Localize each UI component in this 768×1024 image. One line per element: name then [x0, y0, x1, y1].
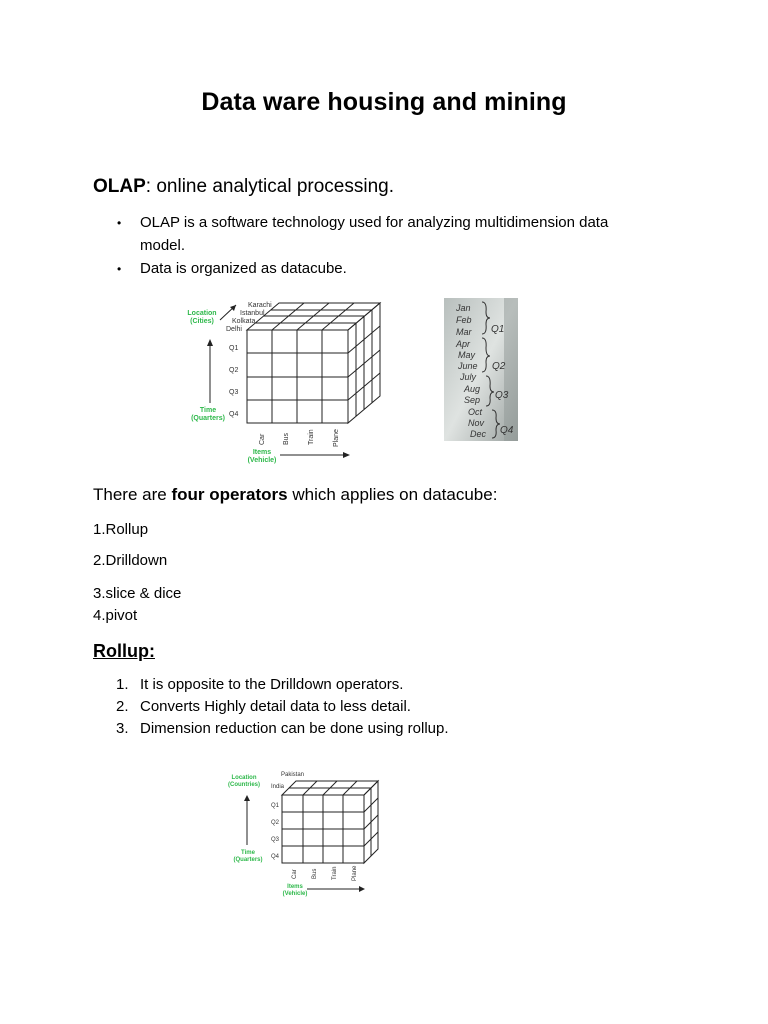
- olap-definition: : online analytical processing.: [145, 176, 394, 197]
- rollup-point: Dimension reduction can be done using rollup.: [140, 720, 449, 737]
- rollup-point: It is opposite to the Drilldown operators.: [140, 676, 404, 693]
- cube-side-face: [348, 303, 380, 423]
- rollup-point: Converts Highly detail data to less detail.: [140, 698, 411, 715]
- quarter-label: Q4: [271, 854, 280, 860]
- quarter-label: Q3: [229, 389, 239, 396]
- olap-bullet-2: Data is organized as datacube.: [140, 260, 347, 277]
- cube-front-face: [282, 795, 364, 863]
- items-label: Items: [287, 884, 303, 890]
- items-label-sub: (Vehicle): [282, 891, 308, 897]
- quarter-label: Q2: [229, 367, 239, 374]
- olap-term: OLAP: [93, 176, 146, 197]
- city-label: Karachi: [248, 302, 272, 309]
- item-label: Train: [308, 429, 315, 445]
- item-label: Plane: [333, 429, 340, 447]
- datacube-cities-figure: [180, 295, 390, 470]
- country-label: India: [271, 784, 285, 790]
- operators-intro: There are four operators which applies on datacube:: [93, 485, 498, 504]
- quarter-note: Q1: [491, 324, 505, 335]
- time-label-sub: (Quarters): [191, 415, 225, 422]
- month-text: Nov: [468, 418, 485, 428]
- items-label: Items: [252, 449, 272, 456]
- city-label: Delhi: [226, 326, 242, 333]
- quarter-label: Q4: [229, 411, 239, 418]
- month-text: Apr: [456, 339, 471, 349]
- month-text: Jan: [456, 303, 471, 313]
- rollup-point-number: 3.: [116, 720, 129, 737]
- operator-item: 3.slice & dice: [93, 585, 182, 602]
- location-label-sub: (Countries): [228, 782, 260, 788]
- item-label: Bus: [312, 868, 318, 879]
- item-label: Train: [332, 866, 338, 880]
- olap-bullet-1: OLAP is a software technology used for analyzing multidimension data: [140, 214, 609, 231]
- month-text: Dec: [470, 429, 487, 439]
- quarter-label: Q1: [271, 803, 280, 809]
- time-label-sub: (Quarters): [233, 857, 263, 863]
- month-text: Oct: [468, 407, 483, 417]
- item-label: Car: [292, 869, 298, 879]
- quarter-note: Q2: [492, 361, 506, 372]
- page-title: Data ware housing and mining: [201, 88, 567, 116]
- time-label: Time: [199, 407, 217, 414]
- item-label: Bus: [283, 432, 290, 445]
- city-label: Istanbul: [240, 310, 265, 317]
- month-text: June: [458, 361, 478, 371]
- operator-item: 2.Drilldown: [93, 552, 168, 569]
- item-label: Car: [259, 433, 266, 445]
- handwritten-notes-photo: [444, 298, 518, 441]
- month-text: Aug: [464, 384, 481, 394]
- items-label-sub: (Vehicle): [247, 457, 277, 464]
- month-text: Sep: [464, 395, 481, 405]
- olap-bullet-1-cont: model.: [140, 237, 186, 254]
- cube-top-face: [282, 781, 378, 795]
- datacube-countries-figure: [225, 765, 395, 900]
- olap-heading: [93, 176, 394, 198]
- month-text: July: [460, 372, 477, 382]
- operator-item: 1.Rollup: [93, 521, 149, 538]
- month-text: May: [458, 350, 476, 360]
- cube-front-face: [247, 330, 348, 423]
- quarter-label: Q2: [271, 820, 280, 826]
- rollup-point-number: 1.: [116, 676, 129, 693]
- quarter-note: Q3: [495, 390, 509, 401]
- month-text: Mar: [456, 327, 472, 337]
- quarter-label: Q3: [271, 837, 280, 843]
- time-label: Time: [241, 850, 255, 856]
- location-label: Location: [187, 310, 217, 317]
- operators-emphasis: four operators: [171, 485, 288, 504]
- bullet-dot: •: [117, 262, 122, 276]
- location-label-sub: (Cities): [190, 318, 214, 325]
- rollup-heading: Rollup:: [93, 641, 155, 661]
- rollup-point-number: 2.: [116, 698, 129, 715]
- location-label: Location: [231, 775, 257, 781]
- item-label: Plane: [352, 865, 358, 881]
- bullet-dot: •: [117, 216, 122, 230]
- quarter-label: Q1: [229, 345, 239, 352]
- quarter-note: Q4: [500, 425, 514, 436]
- operator-item: 4.pivot: [93, 607, 138, 624]
- month-text: Feb: [456, 315, 472, 325]
- city-label: Kolkata: [232, 318, 256, 325]
- country-label: Pakistan: [281, 772, 305, 778]
- cube-side-face: [364, 781, 378, 863]
